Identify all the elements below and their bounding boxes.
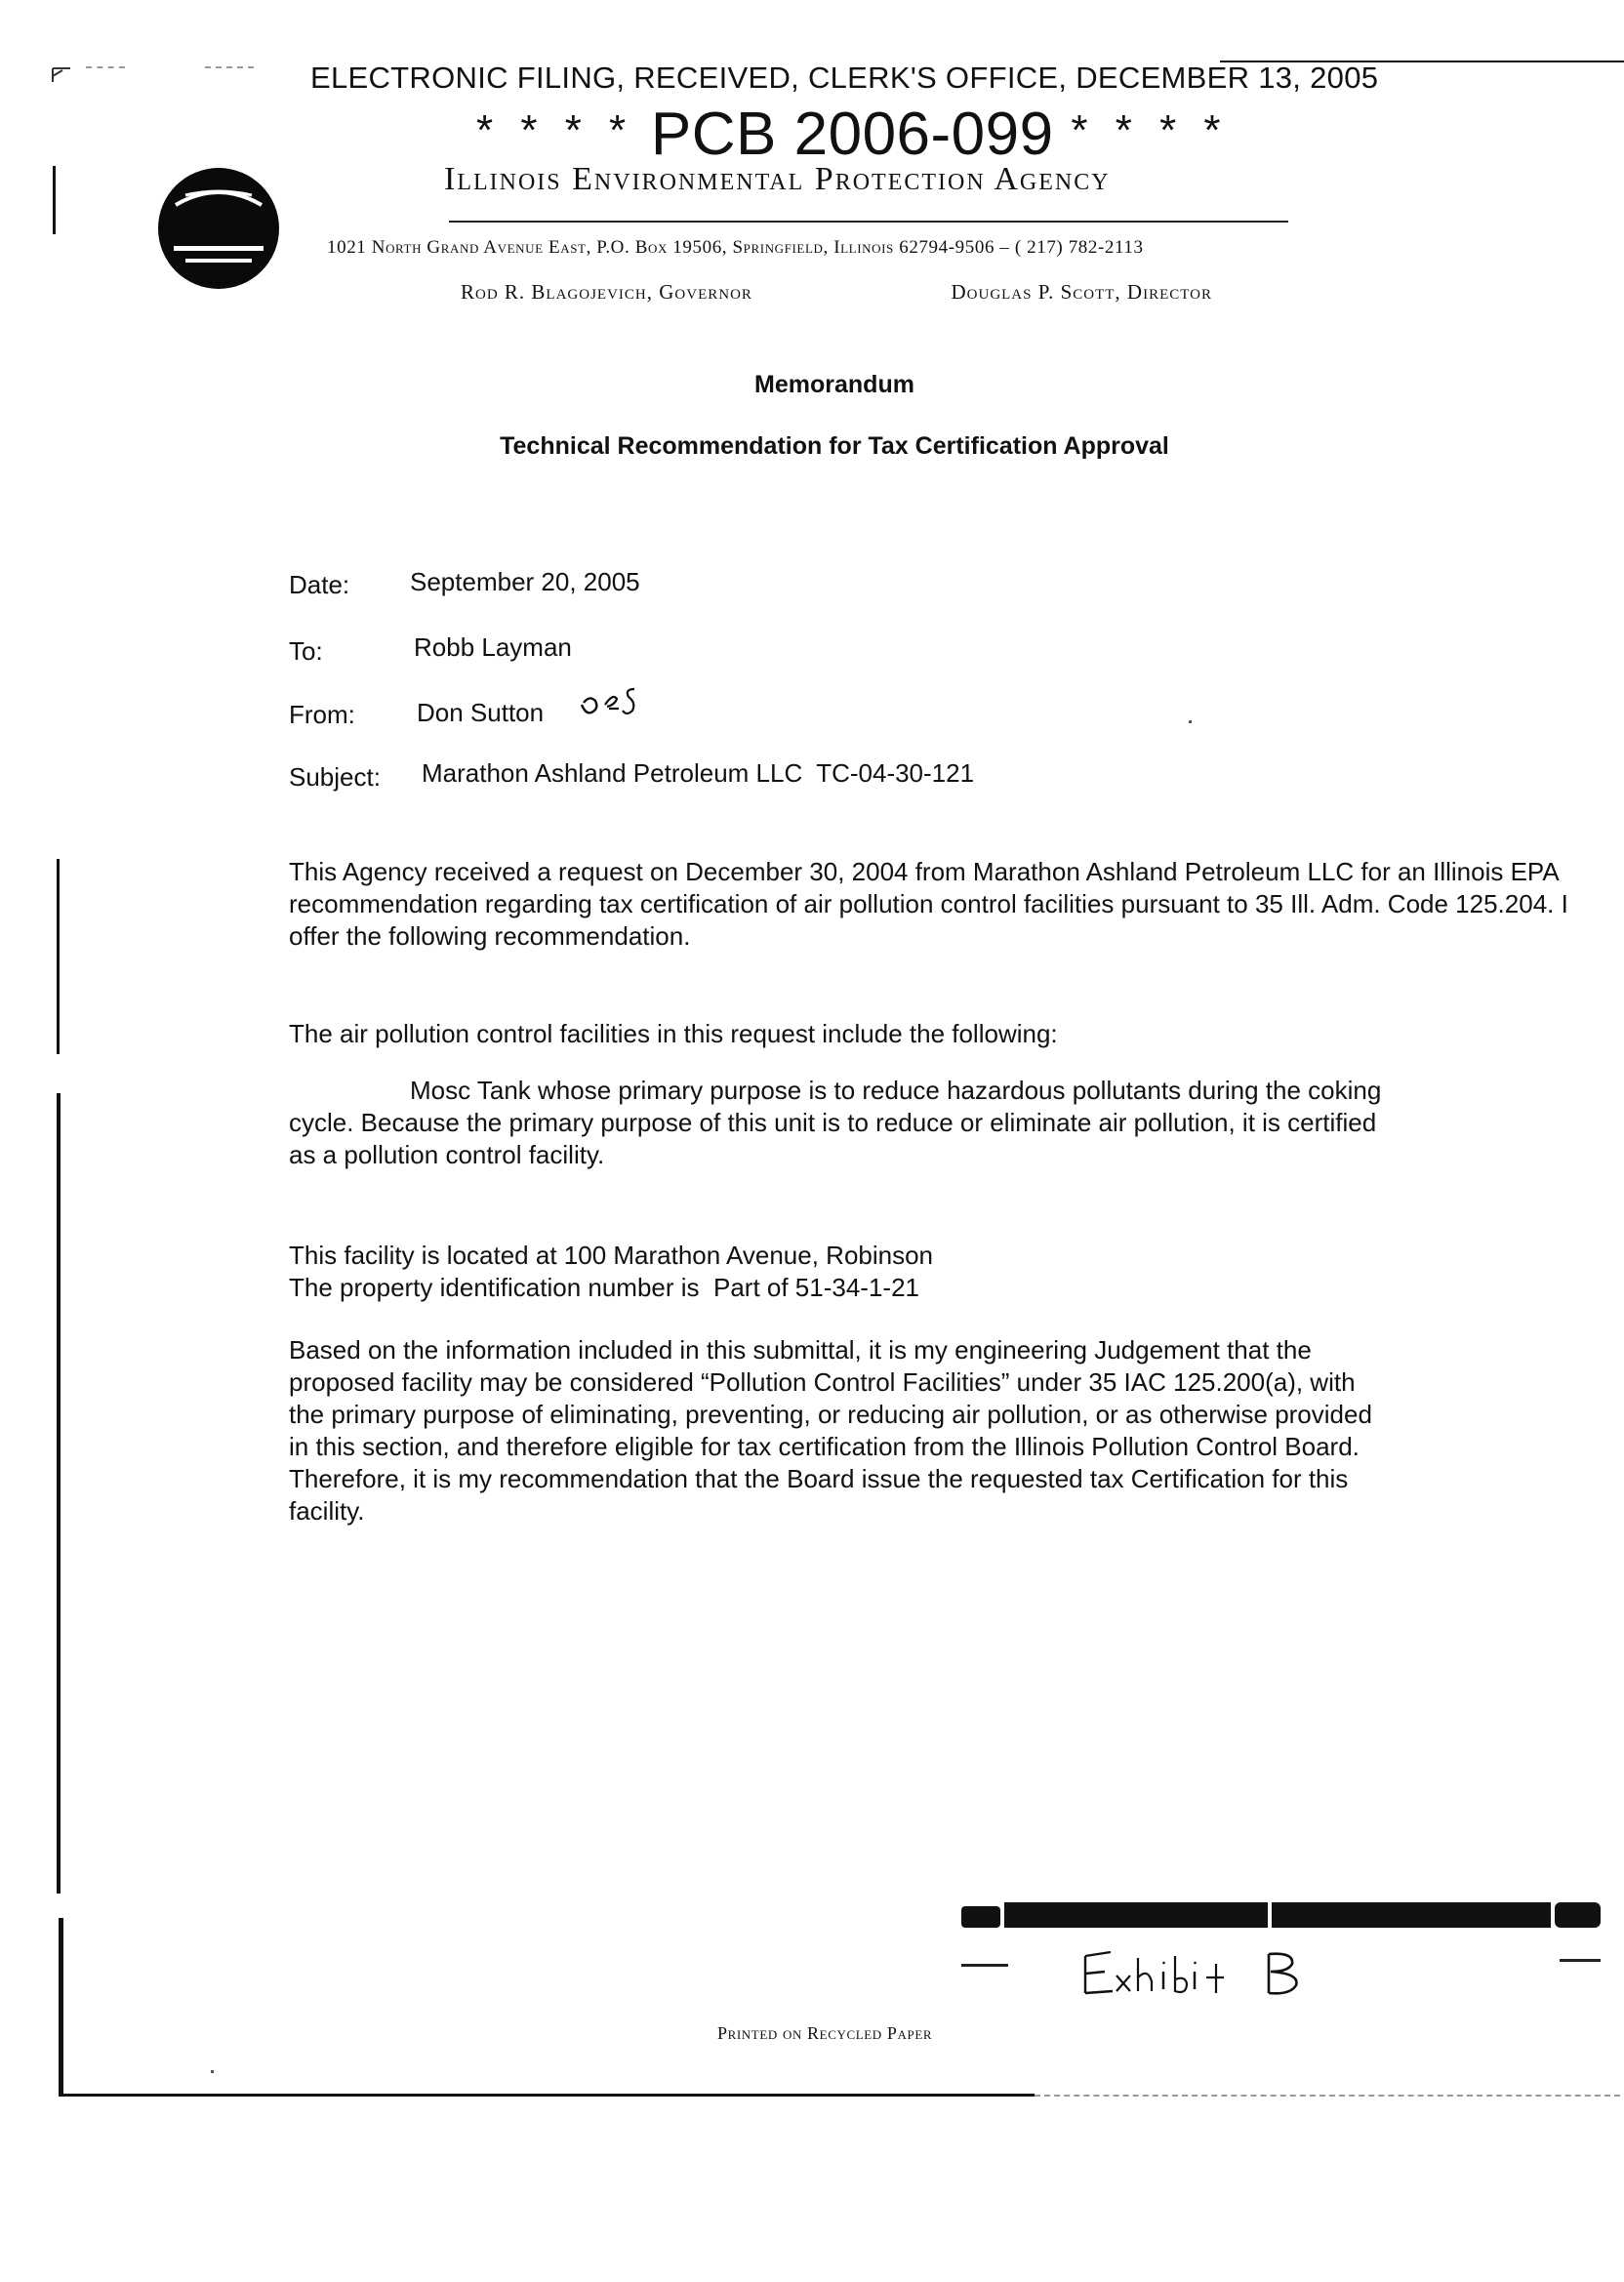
paragraph-facilities-intro: The air pollution control facilities in this request include the following:	[289, 1019, 1058, 1048]
agency-address: 1021 North Grand Avenue East, P.O. Box 19506, Springfield, Illinois 62794-9506 – ( 217) 782-2113	[327, 237, 1144, 258]
scan-dot	[1189, 720, 1192, 723]
scan-edge-left-2	[57, 859, 60, 1054]
memo-subtitle: Technical Recommendation for Tax Certification Approval	[500, 432, 1169, 460]
filing-stamp: ELECTRONIC FILING, RECEIVED, CLERK'S OFFICE, DECEMBER 13, 2005	[310, 61, 1379, 95]
from-value: Don Sutton	[417, 698, 545, 727]
stars-right: * * * *	[1071, 106, 1229, 154]
date-value: September 20, 2005	[410, 567, 640, 596]
paragraph-mosc-tank: Mosc Tank whose primary purpose is to reduce hazardous pollutants during the coking cycle. Because the primary purpose of this unit is to reduce or eliminate air pollution, it is certified as a pollution control facility.	[289, 1076, 1382, 1169]
from-label: From:	[289, 700, 355, 729]
agency-name: Illinois Environmental Protection Agency	[444, 161, 1111, 197]
facility-location: This facility is located at 100 Marathon Avenue, Robinson	[289, 1241, 934, 1270]
scan-dash-top-left	[86, 66, 125, 68]
to-label: To:	[289, 636, 323, 666]
scan-edge-bottom	[59, 2094, 1035, 2097]
case-number-line	[476, 100, 1229, 169]
corner-mark-icon	[51, 66, 72, 84]
paragraph-recommendation: Based on the information included in this submittal, it is my engineering Judgement that the proposed facility may be considered “Pollution Control Facilities” under 35 IAC 125.200(a), with the primary purpose of eliminating, preventing, or reducing air pollution, or as otherwise provided in this section, and therefore eligible for tax certification from the Illinois Pollution Control Board. Therefore, it is my recommendation that the Board issue the requested tax Certification for this facility.	[289, 1335, 1372, 1526]
governor-name: Rod R. Blagojevich, Governor	[461, 280, 752, 304]
scan-edge-left-3	[57, 1093, 61, 1894]
subject-value: Marathon Ashland Petroleum LLC TC-04-30-121	[422, 758, 975, 788]
scan-edge-left-1	[53, 166, 56, 234]
printed-on-recycled-paper: Printed on Recycled Paper	[717, 2023, 933, 2043]
subject-label: Subject:	[289, 762, 381, 792]
scan-dot-bottom	[211, 2070, 214, 2073]
scan-edge-left-4	[59, 1918, 63, 2097]
agency-logo-icon	[156, 166, 281, 291]
scan-edge-bottom-dashed	[1035, 2095, 1620, 2097]
property-id: The property identification number is Part of 51-34-1-21	[289, 1273, 920, 1302]
handwritten-exhibit-label	[1074, 1942, 1327, 2011]
footer-dash-right	[1560, 1959, 1601, 1962]
date-label: Date:	[289, 570, 350, 599]
agency-rule	[449, 221, 1288, 223]
officials-line	[461, 280, 1212, 305]
memo-title: Memorandum	[754, 371, 914, 398]
case-number: PCB 2006-099	[650, 101, 1054, 168]
director-name: Douglas P. Scott, Director	[951, 280, 1212, 304]
to-value: Robb Layman	[414, 632, 572, 662]
handwritten-initials	[576, 683, 664, 732]
scan-bar-strip	[961, 1900, 1601, 1930]
stars-left: * * * *	[476, 106, 634, 154]
footer-dash-left	[961, 1964, 1008, 1967]
paragraph-request: This Agency received a request on December 30, 2004 from Marathon Ashland Petroleum LLC for an Illinois EPA recommendation regarding tax certification of air pollution control facilities pursuant to 35 Ill. Adm. Code 125.204. I offer the following recommendation.	[289, 857, 1568, 951]
scan-dash-top-mid	[205, 66, 254, 68]
